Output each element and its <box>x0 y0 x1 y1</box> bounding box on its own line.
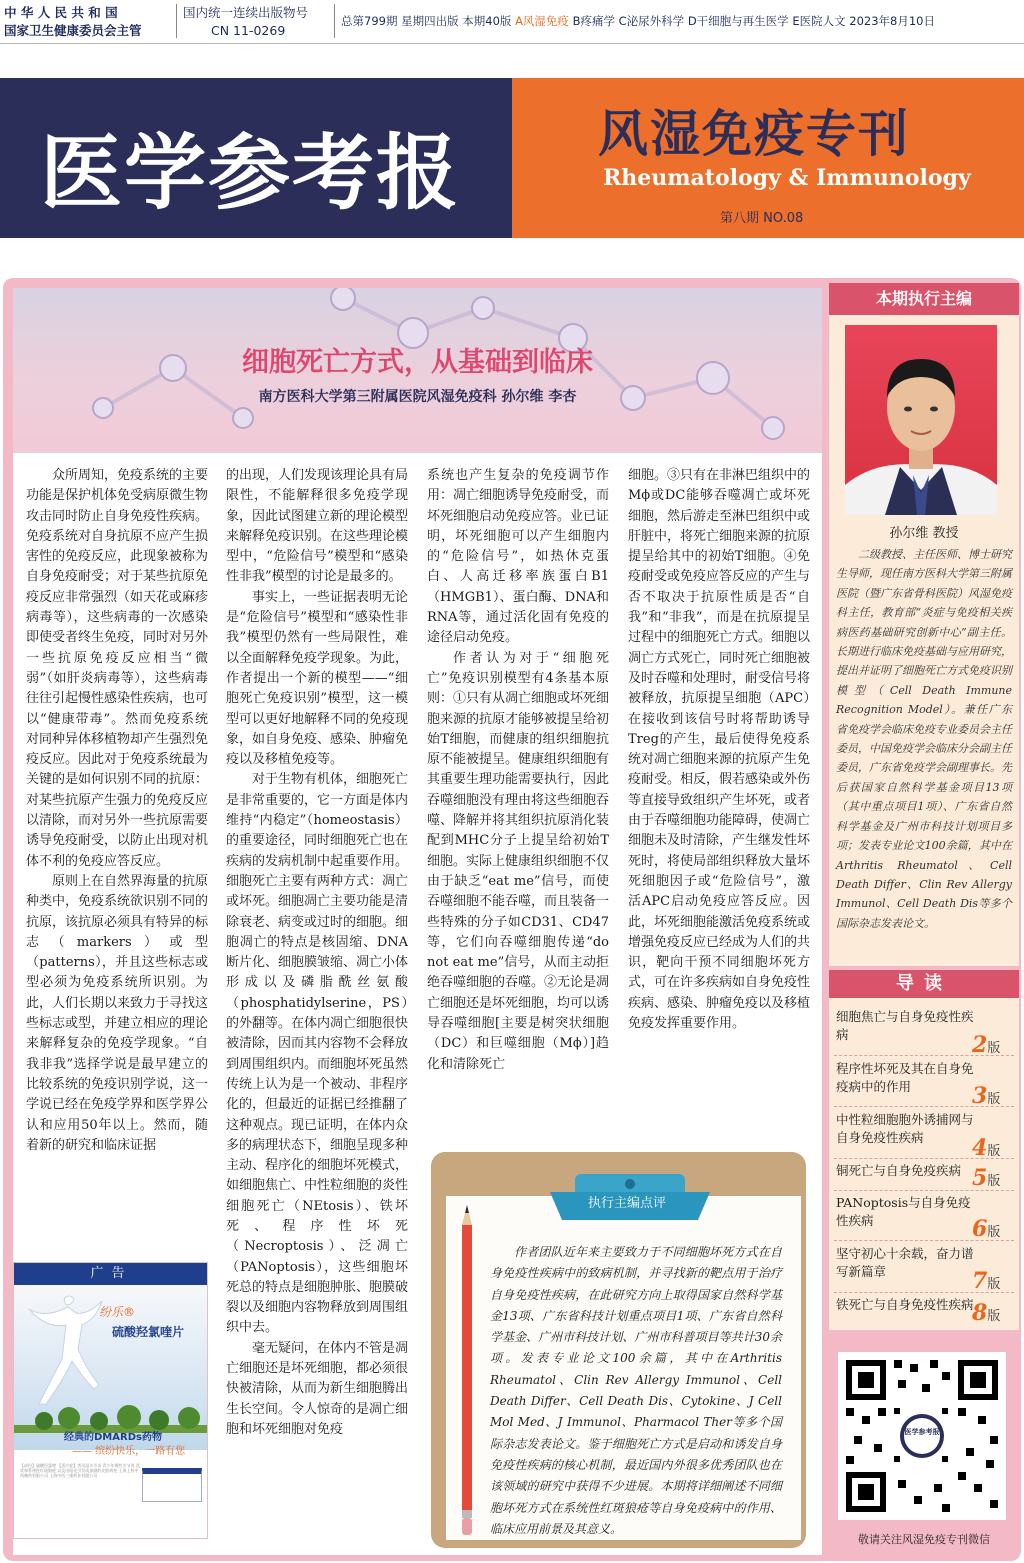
divider <box>834 1158 1014 1159</box>
ad-tagline: —— 缤纷快乐，一路有您 <box>72 1446 186 1457</box>
top-bar <box>0 0 1024 44</box>
newspaper-title: 医学参考报 <box>40 125 461 221</box>
divider <box>834 1106 1014 1107</box>
qr-code-icon <box>838 1352 1006 1520</box>
special-issue-english: Rheumatology & Immunology <box>603 165 971 191</box>
publisher-block <box>4 4 142 40</box>
ad-brand: 纷乐® <box>99 1305 136 1319</box>
divider <box>834 1190 1014 1191</box>
guide-item-page[interactable]: 8版 <box>972 1300 1001 1326</box>
special-issue-title: 风湿免疫专刊 <box>598 104 910 163</box>
paragraph: 对于生物有机体，细胞死亡是非常重要的，它一方面是体内维持“内稳定”（homeostasis）的重要途径，同时细胞死亡也在疾病的发病机制中起重要作用。细胞死亡主要有两种方式：凋亡或坏死。细胞凋亡主要功能是清除衰老、病变或过时的细胞。细胞凋亡的特点是核固缩、DNA断片化、细胞膜皱缩、凋亡小体形成以及磷脂酰丝氨酸（phosphatidylserine，PS）的外翻等。在体内凋亡细胞很快被清除，因而其内容物不会释放到周围组织内。而细胞坏死虽然传统上认为是一个被动、非程序化的，但最近的证据已经推翻了这种观点。现已证明，在体内众多的病理状态下，细胞呈现多种主动、程序化的细胞坏死模式，如细胞焦亡、中性粒细胞的炎性细胞死亡（NEtosis）、铁坏死、程序性坏死（Necroptosis）、泛凋亡（PANoptosis），这些细胞坏死总的特点是细胞肿胀、胞膜破裂以及细胞内容物释放到周围组织中去。 <box>226 772 408 1336</box>
divider <box>834 1240 1014 1241</box>
person-portrait-icon <box>845 325 997 515</box>
divider <box>834 1292 1014 1293</box>
article-column-3 <box>427 466 609 1138</box>
commentary-label: 执行主编点评 <box>587 1196 666 1211</box>
dancer-figure-icon <box>24 1289 104 1409</box>
publisher-country: 中 华 人 民 共 和 国 <box>4 5 118 20</box>
advertisement[interactable] <box>13 1262 208 1539</box>
article-column-1 <box>26 466 208 1256</box>
editor-photo <box>845 325 997 515</box>
issn-number: CN 11-0269 <box>211 23 286 38</box>
guide-header: 导读 <box>829 970 1019 998</box>
section-a-current[interactable]: A风湿免疫 <box>515 14 569 28</box>
qr-center-label: 医学参考报 <box>904 1428 940 1436</box>
guide-item-title[interactable]: 坚守初心十余载，奋力谱写新篇章 <box>836 1246 974 1279</box>
divider <box>834 1055 1014 1056</box>
guide-item-title[interactable]: 中性粒细胞胞外诱捕网与自身免疫性疾病 <box>836 1112 974 1145</box>
paragraph: 作者认为对于“细胞死亡”免疫识别模型有4条基本原则：①只有从凋亡细胞或坏死细胞来源的抗原才能够被提呈给初始T细胞，而健康的组织细胞抗原不能被提呈。健康组织细胞有其重要生理功能需要执行，因此吞噬细胞没有理由将这些细胞吞噬、降解并将其组织抗原消化装配到MHC分子上提呈给初始T细胞。实际上健康组织细胞不仅由于缺乏“eat me”信号，而使吞噬细胞不能吞噬，而且装备一些特殊的分子如CD31、CD47等，它们向吞噬细胞传递“do not eat me”信号，从而主动拒绝吞噬细胞的吞噬。②无论是凋亡细胞还是坏死细胞，均可以诱导吞噬细胞[主要是树突状细胞（DC）和巨噬细胞（Mϕ）]趋化和清除死亡 <box>427 650 609 1072</box>
wechat-qr-code[interactable] <box>838 1352 1006 1520</box>
guide-item-page[interactable]: 6版 <box>972 1216 1001 1242</box>
guide-item-title[interactable]: 程序性坏死及其在自身免疫病中的作用 <box>836 1061 974 1094</box>
article-author: 南方医科大学第三附属医院风湿免疫科 孙尔维 李杏 <box>258 389 577 405</box>
guide-item-page[interactable]: 4版 <box>972 1135 1001 1161</box>
editor-section-header: 本期执行主编 <box>829 283 1019 315</box>
guide-item-page[interactable]: 3版 <box>972 1083 1001 1109</box>
issn-block <box>183 4 308 40</box>
guide-item-page[interactable]: 2版 <box>972 1032 1001 1058</box>
qr-caption: 敬请关注风湿免疫专刊微信 <box>858 1533 990 1546</box>
ad-drug-name: 硫酸羟氯喹片 <box>112 1325 185 1339</box>
editor-name: 孙尔维 教授 <box>889 526 959 541</box>
issue-suffix: B疼痛学 C泌尿外科学 D干细胞与再生医学 E医院人文 2023年8月10日 <box>568 14 935 28</box>
paragraph: 的出现，人们发现该理论具有局限性，不能解释很多免疫学现象，因此试图建立新的理论模型来解释免疫识别。在这些理论模型中，“危险信号”模型和“感染性非我”模型的讨论是最多的。 <box>226 468 408 585</box>
divider <box>176 4 177 38</box>
issn-label: 国内统一连续出版物号 <box>183 5 309 20</box>
publisher-authority: 国家卫生健康委员会主管 <box>4 23 142 38</box>
article-column-2 <box>226 466 408 1548</box>
paragraph: 原则上在自然界海量的抗原种类中，免疫系统欲识别不同的抗原，该抗原必须具有特异的标志（markers）或型（patterns），并且这些标志或型必须为免疫系统所识别。为此，人们长期以来致力于寻找这些标志或型，并建立相应的理论来解释复杂的免疫学现象。“自我非我”选择学说是最早建立的比较系统的免疫识别学说，这一学说已经在免疫学界和医学界公认和应用50年以上。然而，随着新的研究和临床证据 <box>26 873 208 1153</box>
guide-item-title[interactable]: 铁死亡与自身免疫性疾病 <box>836 1297 974 1312</box>
ad-label: 广告 <box>14 1263 208 1285</box>
paragraph: 毫无疑问，在体内不管是凋亡细胞还是坏死细胞，都必须很快被清除，从而为新生细胞腾出生长空间。令人惊奇的是凋亡细胞和坏死细胞对免疫 <box>226 1340 408 1437</box>
divider <box>334 4 335 38</box>
guide-item-page[interactable]: 7版 <box>972 1268 1001 1294</box>
ad-fine-print: 【成份】硫酸羟氯喹 【适应症】类风湿关节炎 青少年慢性关节炎 盘状和系统性红斑狼疮 以及由阳光引发或加剧的皮肤病变 上海上药中西制药有限公司 上海中西三维药业有限公司 <box>20 1463 140 1478</box>
article-title: 细胞死亡方式，从基础到临床 <box>242 347 593 378</box>
paragraph: 系统也产生复杂的免疫调节作用：凋亡细胞诱导免疫耐受，而坏死细胞启动免疫应答。业已证明，坏死细胞可以产生细胞内的“危险信号”，如热休克蛋白、人高迁移率族蛋白B1（HMGB1）、蛋白酶、DNA和RNA等，通过活化固有免疫的途径启动免疫。 <box>427 468 609 646</box>
commentary-text: 作者团队近年来主要致力于不同细胞坏死方式在自身免疫性疾病中的致病机制，并寻找新的靶点用于治疗自身免疫性疾病，在此研究方向上取得国家自然科学基金13项、广东省科技计划重点项目1项、广东省自然科学基金、广州市科技计划、广州市科普项目等共计30余项。发表专业论文100余篇，其中在Arthritis Rheumatol、Clin Rev Allergy Immunol、Cell Death Differ、Cell Death Dis、Cytokine、J Cell Mol Med、J Immunol、Pharmacol Ther等多个国际杂志发表论文。鉴于细胞死亡方式是启动和诱发自身免疫性疾病的核心机制，最近国内外很多优秀团队也在该领域的研究中获得不少进展。本期将详细阐述不同细胞坏死方式在系统性红斑狼疮等自身免疫病中的作用、临床应用前景及其意义。 <box>490 1245 782 1536</box>
editor-bio: 二级教授、主任医师、博士研究生导师，现任南方医科大学第三附属医院（暨广东省骨科医院）风湿免疫科主任，教育部“炎症与免疫相关疾病医药基础研究创新中心”副主任。长期进行临床免疫基础与应用研究，提出并证明了细胞死亡方式免疫识别模型（Cell Death Immune Recognition Model）。兼任广东省免疫学会临床免疫专业委员会主任委员，中国免疫学会临床分会副主任委员，广东省免疫学会副理事长。先后获国家自然科学基金项目13项（其中重点项目1项）、广东省自然科学基金及广州市科技计划项目多项；发表专业论文100余篇，其中在Arthritis Rheumatol、Cell Death Differ、Clin Rev Allergy Immunol、Cell Death Dis等多个国际杂志发表论文。 <box>836 548 1012 930</box>
guide-item-page[interactable]: 5版 <box>972 1165 1001 1191</box>
issue-prefix: 总第799期 星期四出版 本期40版 <box>341 14 516 28</box>
issue-info <box>341 13 935 29</box>
pencil-icon <box>462 1205 472 1535</box>
special-issue-number: 第八期 NO.08 <box>720 211 804 226</box>
article-banner <box>13 288 822 453</box>
article-column-4 <box>628 466 810 1138</box>
paragraph: 事实上，一些证据表明无论是“危险信号”模型和“感染性非我”模型仍然有一些局限性，难以全面解释免疫学现象。为此，作者提出一个新的模型——“细胞死亡免疫识别”模型，这一模型可以更好地解释不同的免疫现象，如自身免疫、感染、肿瘤免疫以及移植免疫等。 <box>226 589 408 768</box>
guide-item-title[interactable]: PANoptosis与自身免疫性疾病 <box>836 1195 971 1228</box>
medicine-box-icon <box>142 1468 202 1502</box>
paragraph: 细胞。③只有在非淋巴组织中的Mϕ或DC能够吞噬凋亡或坏死细胞，然后游走至淋巴组织中或肝脏中，将死亡细胞来源的抗原提呈给其中的初始T细胞。④免疫耐受或免疫应答反应的产生与否不取决于抗原性质是否“自我”和“非我”，而是在抗原提呈过程中的细胞死亡方式。细胞以凋亡方式死亡，同时死亡细胞被及时吞噬和处理时，耐受信号将被释放，抗原提呈细胞（APC）在接收到该信号时将帮助诱导Treg的产生，最后使得免疫系统对凋亡细胞来源的抗原产生免疫耐受。相反，假若感染或外伤等直接导致组织产生坏死，或者由于吞噬细胞功能障碍，使凋亡细胞未及时清除，产生继发性坏死时，将使局部组织释放大量坏死细胞因子或“危险信号”，激活APC启动免疫应答反应。因此，坏死细胞能激活免疫系统或增强免疫反应已经成为人们的共识，靶向干预不同细胞坏死方式，可在许多疾病如自身免疫性疾病、感染、肿瘤免疫以及移植免疫发挥重要作用。 <box>628 468 810 1032</box>
ad-slogan: 经典的DMARDs药物 <box>64 1432 162 1443</box>
guide-item-title[interactable]: 铜死亡与自身免疫疾病 <box>836 1163 962 1178</box>
guide-item-title[interactable]: 细胞焦亡与自身免疫性疾病 <box>836 1009 974 1042</box>
paragraph: 众所周知，免疫系统的主要功能是保护机体免受病原微生物攻击同时防止自身免疫性疾病。免疫系统对自身抗原不应产生损害性的免疫反应，此现象被称为自身免疫耐受；对于某些抗原免疫反应非常强烈（如天花或麻疹病毒等），这些病毒的一次感染即使受者终生免疫，同时对另外一些抗原免疫反应相当“微弱”（如肝炎病毒等），这些病毒往往引起慢性感染性疾病，也可以“健康带毒”。然而免疫系统对同种异体移植物却产生强烈免疫反应。因此对于免疫系统最为关键的是如何识别不同的抗原：对某些抗原产生强力的免疫反应以清除，而对另外一些抗原需要诱导免疫耐受，以防止出现对机体不利的免疫应答反应。 <box>26 468 208 869</box>
